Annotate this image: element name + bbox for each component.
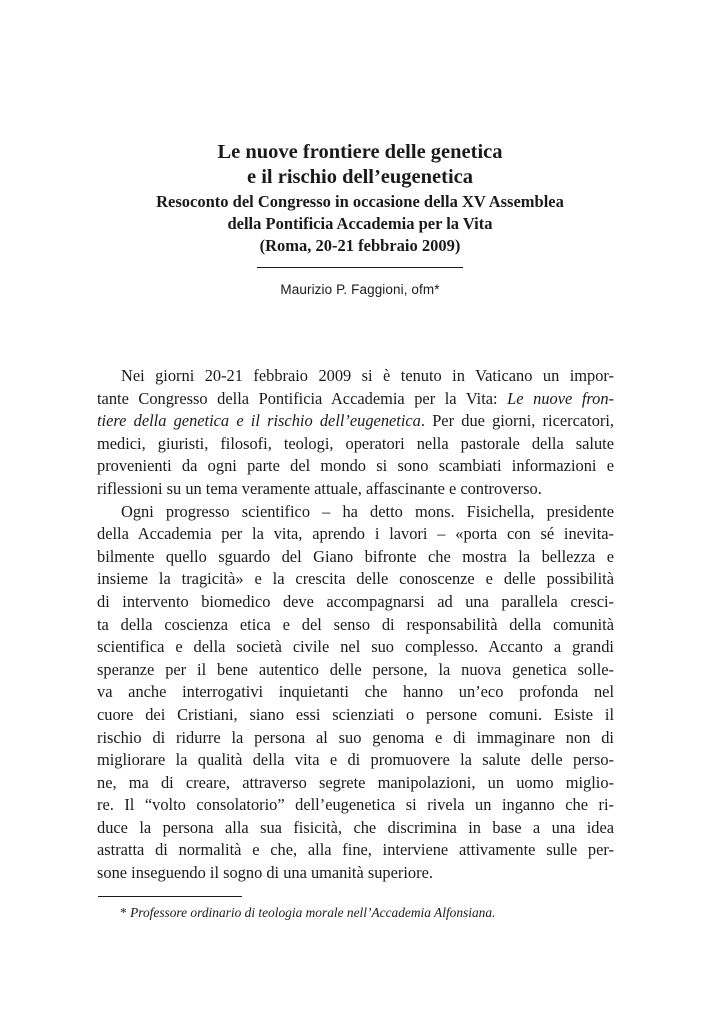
paragraph-1 [97, 365, 614, 501]
text-line: Nei giorni 20-21 febbraio 2009 si è tenuto in Vaticano un impor- [121, 366, 614, 385]
author-name: Maurizio P. Faggioni, ofm* [280, 282, 440, 297]
text-line: riflessioni su un tema veramente attuale, affascinante e controverso. [97, 478, 542, 498]
italic-run: tiere della genetica e il rischio dell’eugenetica [97, 411, 421, 431]
text-line: insieme la tragicità» e la crescita delle conoscenze e delle possibilità [97, 569, 614, 589]
text-line: scientifica e della società civile nel suo complesso. Accanto a grandi [97, 637, 614, 657]
header-divider [257, 267, 463, 268]
footnote-text: Professore ordinario di teologia morale nell’Accademia Alfonsiana. [130, 905, 496, 920]
subtitle-line: Resoconto del Congresso in occasione della XV Assemblea [156, 192, 564, 211]
paragraph-2 [97, 501, 614, 885]
article-subtitle [0, 191, 720, 257]
text-line: provenienti da ogni parte del mondo si sono scambiati informazioni e [97, 456, 614, 476]
text-line: speranze per il bene autentico delle persone, la nuova genetica solle- [97, 659, 614, 679]
text-line: della Accademia per la vita, aprendo i lavori – «porta con sé inevita- [97, 524, 614, 544]
text-line [97, 388, 614, 411]
text-line: Ogni progresso scientifico – ha detto mons. Fisichella, presidente [121, 501, 614, 521]
text-line: rischio di ridurre la persona al suo genoma e di immaginare non di [97, 727, 614, 747]
text-line: ta della coscienza etica e del senso di responsabilità della comunità [97, 614, 614, 634]
text-run: . Per due giorni, ricercatori, [420, 411, 614, 431]
italic-run: Le nuove fron- [507, 388, 614, 408]
subtitle-line: (Roma, 20-21 febbraio 2009) [259, 236, 461, 255]
article-header [0, 140, 720, 299]
text-run: tante Congresso della Pontificia Accademia per la Vita: [97, 388, 508, 408]
text-line: duce la persona alla sua fisicità, che discrimina in base a una idea [97, 817, 614, 837]
text-line: sone inseguendo il sogno di una umanità superiore. [97, 863, 433, 883]
footnote-divider [98, 896, 242, 897]
text-line: bilmente quello sguardo del Giano bifronte che mostra la bellezza e [97, 546, 614, 566]
text-line: migliorare la qualità della vita e di promuovere la salute delle perso- [97, 750, 614, 770]
footnote-mark: * [120, 905, 127, 920]
text-line: di intervento biomedico deve accompagnarsi ad una parallela cresci- [97, 591, 614, 611]
text-line [97, 410, 614, 433]
article-body [97, 365, 614, 885]
text-line: re. Il “volto consolatorio” dell’eugenetica si rivela un inganno che ri- [97, 795, 614, 815]
text-line: ne, ma di creare, attraverso segrete manipolazioni, un uomo miglio- [97, 772, 614, 792]
title-line: e il rischio dell’eugenetica [246, 166, 474, 188]
article-title [0, 140, 720, 190]
title-line: Le nuove frontiere delle genetica [217, 141, 503, 163]
text-line: astratta di normalità e che, alla fine, interviene attivamente sulle per- [97, 840, 614, 860]
text-line: cuore dei Cristiani, siano essi scienziati o persone comuni. Esiste il [97, 704, 614, 724]
footnote [120, 904, 614, 922]
text-line: va anche interrogativi inquietanti che hanno un’eco profonda nel [97, 682, 614, 702]
text-line: medici, giuristi, filosofi, teologi, operatori nella pastorale della salute [97, 433, 614, 453]
subtitle-line: della Pontificia Accademia per la Vita [227, 214, 493, 233]
